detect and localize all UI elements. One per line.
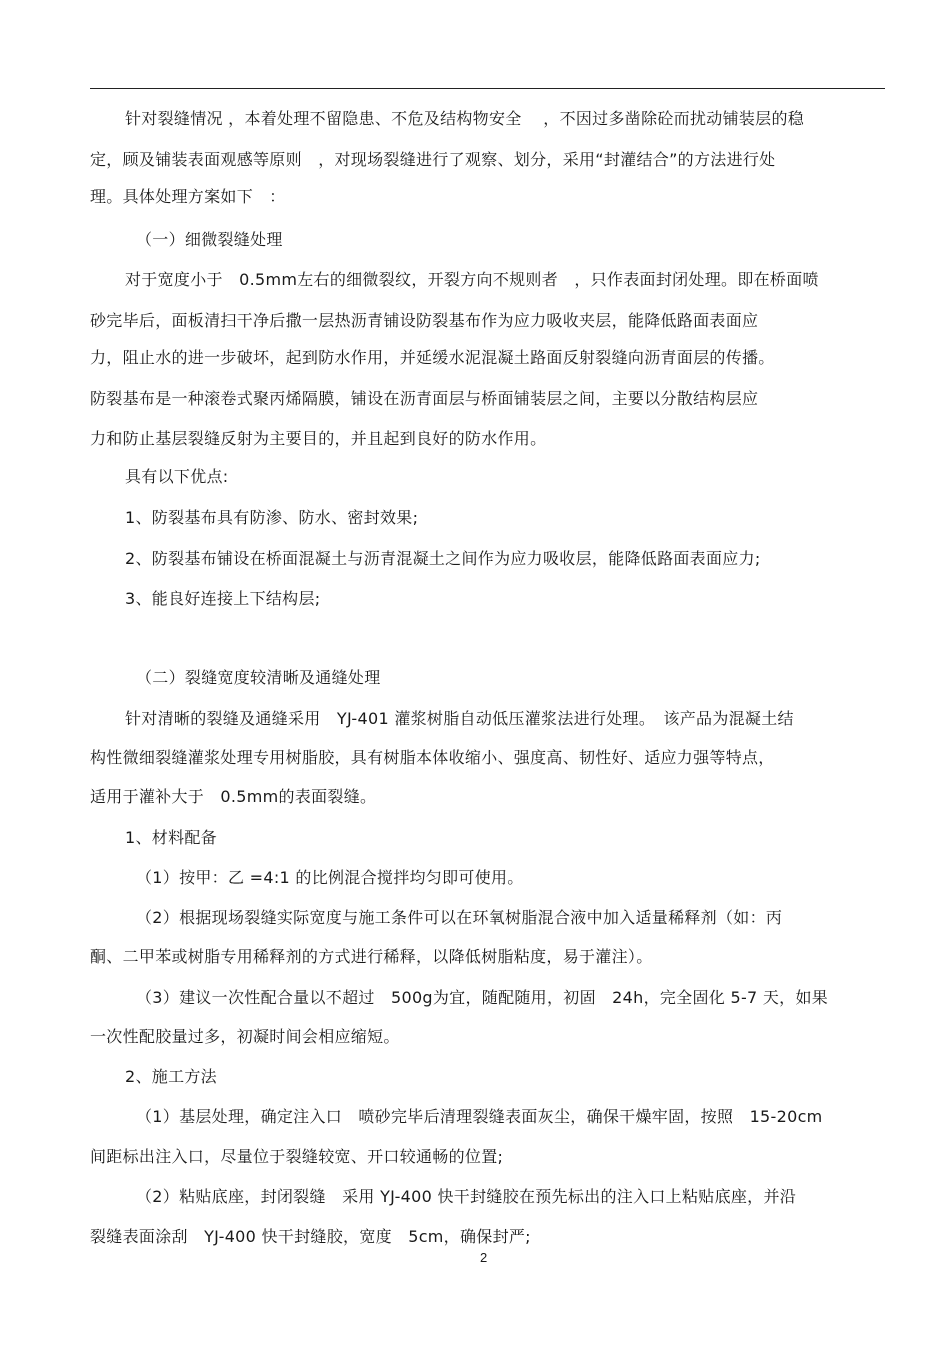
header-rule (90, 88, 885, 89)
subsection-heading: 2、施工方法 (125, 1067, 217, 1086)
text-line: 具有以下优点: (125, 467, 229, 486)
text-line: 砂完毕后，面板清扫干净后撒一层热沥青铺设防裂基布作为应力吸收夹层，能降低路面表面应 (90, 311, 759, 330)
text-line: 力和防止基层裂缝反射为主要目的，并且起到良好的防水作用。 (90, 429, 547, 448)
text-line: 理。具体处理方案如下 ： (90, 187, 286, 206)
text-line: 构性微细裂缝灌浆处理专用树脂胶，具有树脂本体收缩小、强度高、韧性好、适应力强等特点， (90, 748, 775, 767)
text-line: 间距标出注入口，尽量位于裂缝较宽、开口较通畅的位置; (90, 1147, 504, 1166)
text-line: 力，阻止水的进一步破坏，起到防水作用，并延缓水泥混凝土路面反射裂缝向沥青面层的传播。 (90, 348, 775, 367)
text-line: 防裂基布是一种滚卷式聚丙烯隔膜，铺设在沥青面层与桥面铺装层之间，主要以分散结构层应 (90, 389, 759, 408)
text-line: （3）建议一次性配合量以不超过 500g为宜，随配随用，初固 24h，完全固化 5-7 天，如果 (136, 988, 829, 1007)
text-line: （2）根据现场裂缝实际宽度与施工条件可以在环氧树脂混合液中加入适量稀释剂（如：丙 (136, 908, 783, 927)
text-line: 定，顾及铺装表面观感等原则 ，对现场裂缝进行了观察、划分，采用“封灌结合”的方法进行处 (90, 150, 776, 169)
text-line: 酮、二甲苯或树脂专用稀释剂的方式进行稀释，以降低树脂粘度，易于灌注）。 (90, 947, 653, 966)
text-line: 针对裂缝情况 ，本着处理不留隐患、不危及结构物安全 ，不因过多凿除砼而扰动铺装层的稳 (125, 109, 805, 128)
text-line: 针对清晰的裂缝及通缝采用 YJ-401 灌浆树脂自动低压灌浆法进行处理。 该产品为混凝土结 (125, 709, 794, 728)
subsection-heading: 1、材料配备 (125, 828, 217, 847)
list-item: 3、能良好连接上下结构层; (125, 589, 321, 608)
text-line: （1）基层处理，确定注入口 喷砂完毕后清理裂缝表面灰尘，确保干燥牢固，按照 15-20cm (136, 1107, 823, 1126)
section-heading: （二）裂缝宽度较清晰及通缝处理 (136, 668, 381, 687)
page-number: 2 (480, 1250, 488, 1265)
section-heading: （一）细微裂缝处理 (136, 230, 283, 249)
text-line: （1）按甲：乙 =4:1 的比例混合搅拌均匀即可使用。 (136, 868, 524, 887)
text-line: 对于宽度小于 0.5mm左右的细微裂纹，开裂方向不规则者 ，只作表面封闭处理。即在桥面喷 (125, 270, 819, 289)
text-line: 适用于灌补大于 0.5mm的表面裂缝。 (90, 787, 377, 806)
text-line: 一次性配胶量过多，初凝时间会相应缩短。 (90, 1027, 400, 1046)
list-item: 2、防裂基布铺设在桥面混凝土与沥青混凝土之间作为应力吸收层，能降低路面表面应力; (125, 549, 761, 568)
list-item: 1、防裂基布具有防渗、防水、密封效果; (125, 508, 419, 527)
text-line: 裂缝表面涂刮 YJ-400 快干封缝胶，宽度 5cm，确保封严; (90, 1227, 531, 1246)
text-line: （2）粘贴底座，封闭裂缝 采用 YJ-400 快干封缝胶在预先标出的注入口上粘贴底座，并沿 (136, 1187, 797, 1206)
